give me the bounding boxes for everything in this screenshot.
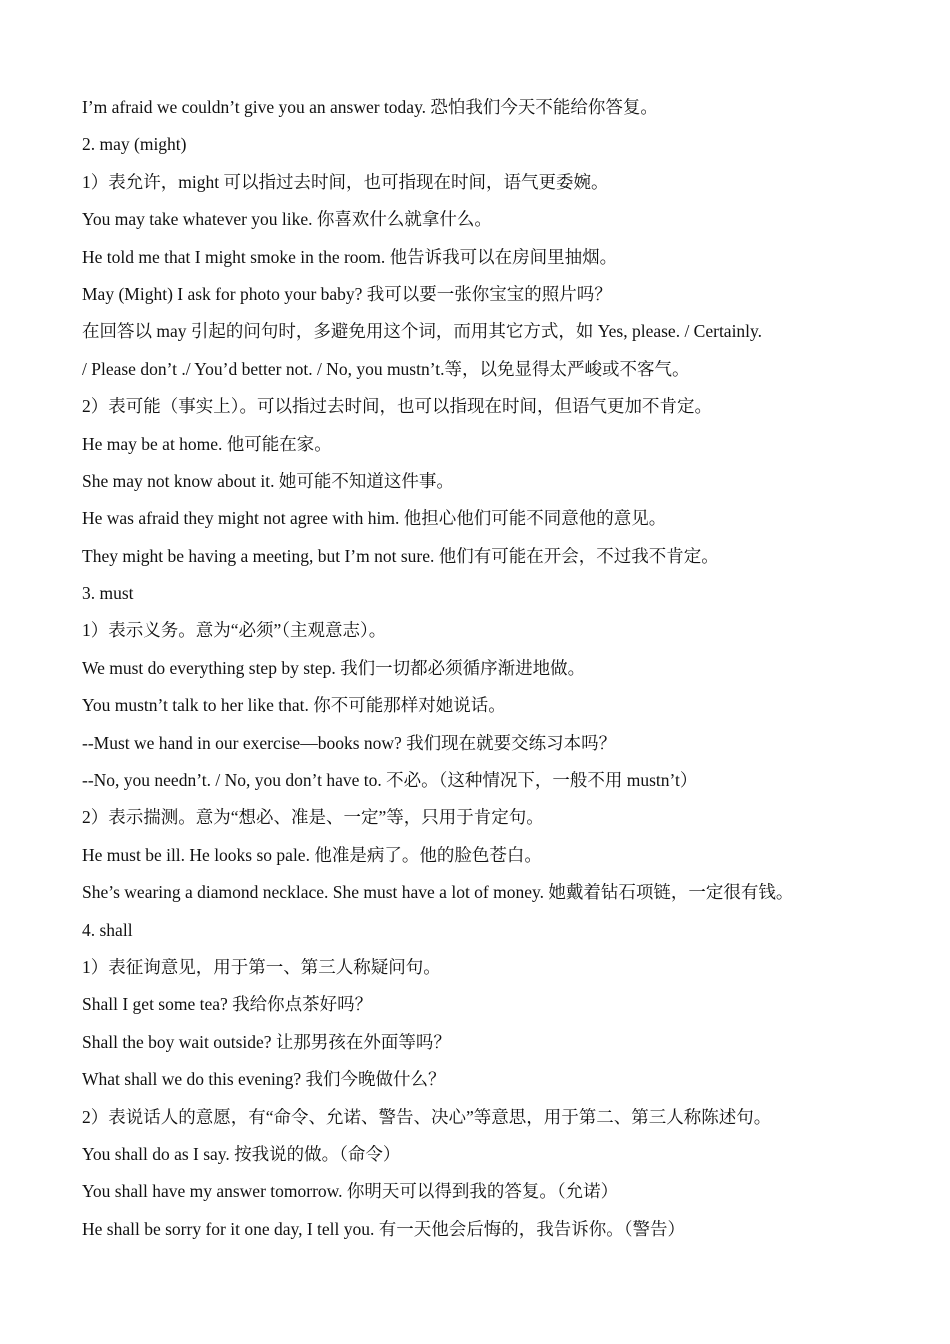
example-sentence: You may take whatever you like. 你喜欢什么就拿什么。 xyxy=(82,209,492,230)
example-sentence: He was afraid they might not agree with him. 他担心他们可能不同意他的意见。 xyxy=(82,508,667,529)
subheading-obligation: 1）表示义务。意为“必须”（主观意志）。 xyxy=(82,620,387,641)
section-heading-must: 3. must xyxy=(82,583,134,604)
example-sentence: She’s wearing a diamond necklace. She must have a lot of money. 她戴着钻石项链，一定很有钱。 xyxy=(82,882,794,903)
example-sentence: You shall do as I say. 按我说的做。（命令） xyxy=(82,1143,401,1164)
example-sentence: They might be having a meeting, but I’m not sure. 他们有可能在开会，不过我不肯定。 xyxy=(82,545,719,566)
text-line: I’m afraid we couldn’t give you an answer today. 恐怕我们今天不能给你答复。 xyxy=(82,97,658,117)
example-sentence: He shall be sorry for it one day, I tell you. 有一天他会后悔的，我告诉你。（警告） xyxy=(82,1218,686,1239)
text-line: / Please don’t ./ You’d better not. / No, you mustn’t.等，以免显得太严峻或不客气。 xyxy=(82,358,690,379)
example-sentence: --Must we hand in our exercise—books now? 我们现在就要交练习本吗？ xyxy=(82,732,617,753)
example-sentence: Shall the boy wait outside? 让那男孩在外面等吗？ xyxy=(82,1031,451,1052)
text-line: 在回答以 may 引起的问句时，多避免用这个词，而用其它方式，如 Yes, please. / Certainly. xyxy=(82,321,763,342)
document-body xyxy=(82,89,912,1248)
example-sentence: He may be at home. 他可能在家。 xyxy=(82,433,332,454)
example-sentence: What shall we do this evening? 我们今晚做什么？ xyxy=(82,1069,446,1090)
example-sentence: She may not know about it. 她可能不知道这件事。 xyxy=(82,470,454,491)
subheading-asking-opinion: 1）表征询意见，用于第一、第三人称疑问句。 xyxy=(82,956,441,977)
subheading-permission: 1）表允许，might 可以指过去时间，也可指现在时间，语气更委婉。 xyxy=(82,171,609,192)
example-sentence: You mustn’t talk to her like that. 你不可能那样对她说话。 xyxy=(82,695,506,716)
example-sentence: Shall I get some tea? 我给你点茶好吗？ xyxy=(82,994,373,1015)
subheading-possibility: 2）表可能（事实上）。可以指过去时间，也可以指现在时间，但语气更加不肯定。 xyxy=(82,396,712,417)
section-heading-may: 2. may (might) xyxy=(82,134,187,155)
example-sentence: You shall have my answer tomorrow. 你明天可以得到我的答复。（允诺） xyxy=(82,1181,619,1202)
example-sentence: --No, you needn’t. / No, you don’t have to. 不必。（这种情况下，一般不用 mustn’t） xyxy=(82,770,698,791)
subheading-inference: 2）表示揣测。意为“想必、准是、一定”等，只用于肯定句。 xyxy=(82,807,544,828)
subheading-speaker-will: 2）表说话人的意愿，有“命令、允诺、警告、决心”等意思，用于第二、第三人称陈述句。 xyxy=(82,1106,772,1127)
section-heading-shall: 4. shall xyxy=(82,919,133,940)
example-sentence: We must do everything step by step. 我们一切都必须循序渐进地做。 xyxy=(82,657,586,678)
example-sentence: He told me that I might smoke in the room. 他告诉我可以在房间里抽烟。 xyxy=(82,246,618,267)
example-sentence: May (Might) I ask for photo your baby? 我可以要一张你宝宝的照片吗？ xyxy=(82,283,612,304)
example-sentence: He must be ill. He looks so pale. 他准是病了。他的脸色苍白。 xyxy=(82,844,542,865)
